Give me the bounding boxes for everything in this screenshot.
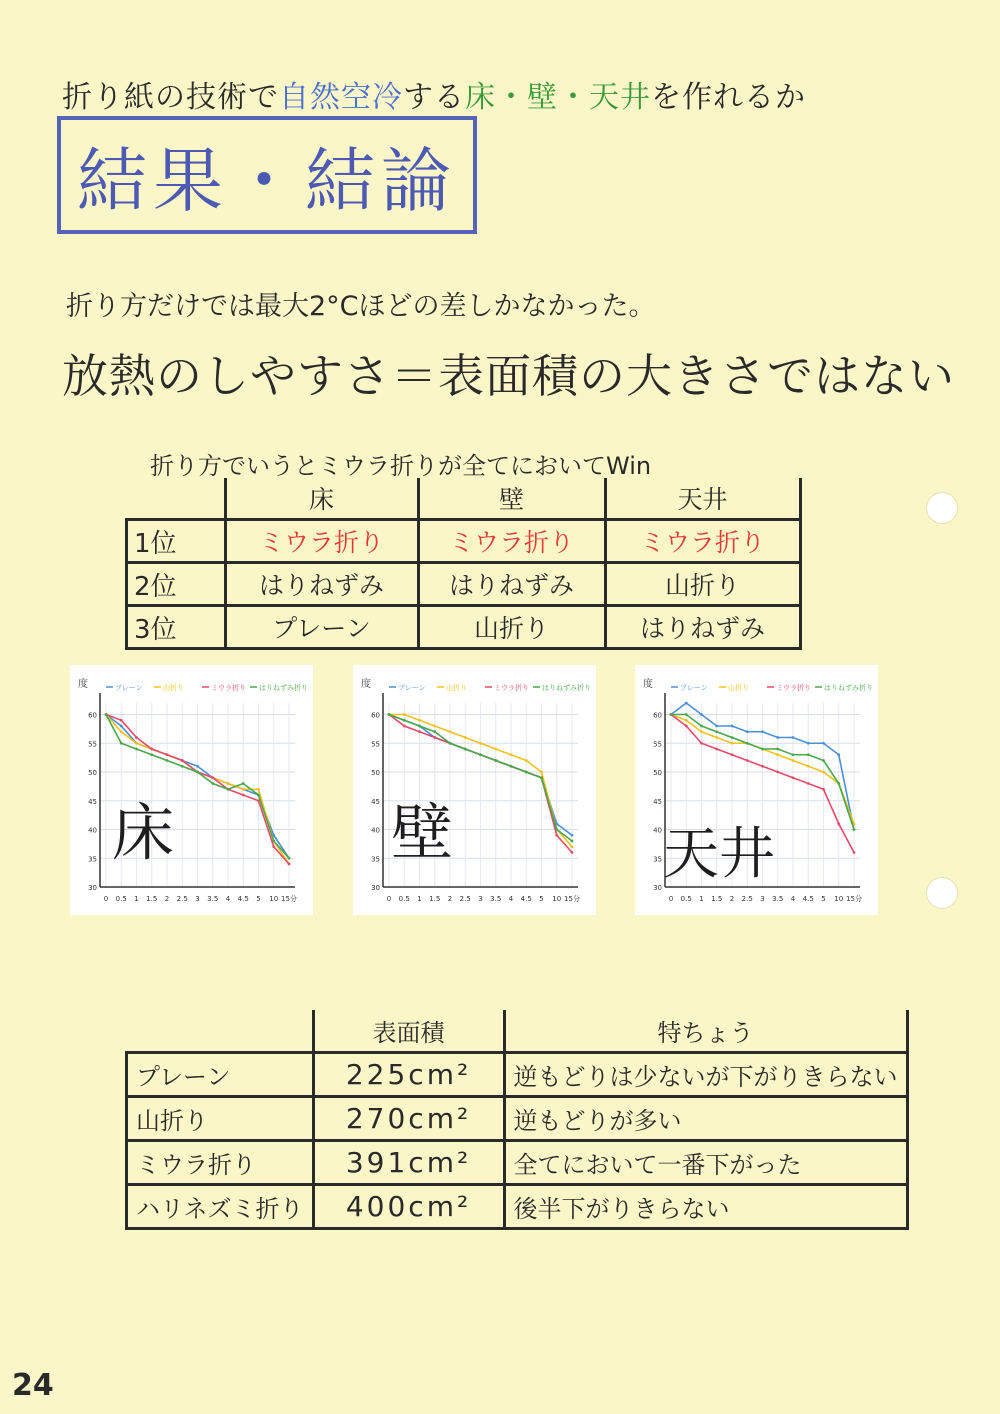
- x-tick-label: 3.5: [207, 895, 219, 903]
- data-point: [227, 788, 230, 791]
- x-tick-label: 1.5: [711, 895, 723, 903]
- data-point: [181, 759, 184, 762]
- data-point: [433, 736, 436, 739]
- table-row: [127, 606, 801, 649]
- rank-cell: 山折り: [418, 606, 605, 649]
- legend-label: はりねずみ折り: [824, 684, 873, 692]
- data-point: [479, 753, 482, 756]
- y-axis-label: 度: [643, 679, 653, 690]
- conclusion-statement: 放熱のしやすさ＝表面積の大きさではない: [62, 349, 955, 403]
- table-row: [127, 1185, 908, 1229]
- fold-feature: 逆もどりが多い: [504, 1097, 907, 1141]
- data-point: [822, 771, 825, 774]
- x-tick-label: 4: [508, 895, 514, 903]
- legend-label: プレーン: [398, 684, 426, 692]
- data-point: [715, 736, 718, 739]
- data-point: [700, 725, 703, 728]
- data-point: [272, 840, 275, 843]
- ranking-header: 天井: [605, 478, 800, 520]
- data-point: [807, 782, 810, 785]
- y-tick-label: 45: [653, 797, 662, 806]
- data-point: [272, 845, 275, 848]
- y-tick-label: 45: [371, 797, 380, 806]
- data-point: [776, 748, 779, 751]
- topic-text: を作れるか: [651, 80, 806, 115]
- data-point: [807, 765, 810, 768]
- fold-name: 山折り: [127, 1097, 314, 1141]
- data-point: [510, 765, 513, 768]
- ranking-header: 床: [225, 478, 418, 520]
- x-tick-label: 4.5: [520, 895, 532, 903]
- data-point: [196, 771, 199, 774]
- data-point: [792, 753, 795, 756]
- y-tick-label: 50: [653, 769, 662, 777]
- surface-area-value: 270cm²: [313, 1097, 504, 1141]
- data-point: [776, 753, 779, 756]
- y-tick-label: 45: [88, 797, 97, 806]
- data-point: [510, 753, 513, 756]
- data-point: [525, 759, 528, 762]
- data-point: [494, 759, 497, 762]
- x-tick-label: 0.5: [398, 895, 410, 903]
- y-tick-label: 60: [88, 711, 97, 720]
- data-point: [242, 788, 245, 791]
- data-point: [242, 782, 245, 785]
- data-point: [685, 725, 688, 728]
- chart-card-wall: [353, 665, 596, 915]
- binder-hole-top: [926, 492, 958, 524]
- y-tick-label: 35: [653, 855, 662, 864]
- data-point: [150, 748, 153, 751]
- data-point: [822, 788, 825, 791]
- table-row: [127, 1097, 908, 1141]
- x-tick-label: 1: [134, 895, 139, 903]
- data-point: [700, 713, 703, 716]
- rank-label: 3位: [127, 606, 226, 649]
- y-tick-label: 30: [88, 884, 97, 892]
- legend-label: 山折り: [163, 684, 184, 692]
- data-point: [685, 719, 688, 722]
- data-point: [761, 765, 764, 768]
- y-tick-label: 40: [371, 826, 380, 835]
- research-topic: [62, 72, 806, 116]
- data-point: [807, 742, 810, 745]
- y-tick-label: 30: [371, 884, 380, 892]
- data-point: [540, 776, 543, 779]
- data-point: [731, 742, 734, 745]
- topic-text: する: [403, 80, 465, 115]
- rank-cell: ミウラ折り: [418, 520, 605, 563]
- data-point: [525, 771, 528, 774]
- fold-name: ミウラ折り: [127, 1141, 314, 1185]
- legend-label: ミウラ折り: [494, 684, 529, 692]
- x-tick-label: 0.5: [115, 895, 127, 903]
- chart-card-floor: [70, 665, 313, 915]
- legend-label: プレーン: [680, 684, 708, 692]
- ranking-header: 壁: [418, 478, 605, 520]
- ranking-caption: 折り方でいうとミウラ折りが全てにおいてWin: [150, 452, 652, 480]
- fold-feature: 後半下がりきらない: [504, 1185, 907, 1229]
- data-point: [494, 748, 497, 751]
- data-point: [685, 713, 688, 716]
- ranking-corner: [127, 478, 226, 520]
- data-point: [464, 748, 467, 751]
- legend-label: 山折り: [446, 684, 467, 692]
- y-tick-label: 60: [653, 711, 662, 720]
- data-point: [700, 742, 703, 745]
- data-point: [150, 753, 153, 756]
- x-tick-label: 3: [760, 895, 765, 903]
- x-tick-label: 1.5: [429, 895, 441, 903]
- chart-card-ceiling: [635, 665, 878, 915]
- y-tick-label: 55: [371, 740, 380, 749]
- data-point: [700, 730, 703, 733]
- fold-feature: 全てにおいて一番下がった: [504, 1141, 907, 1185]
- x-tick-label: 0.5: [680, 895, 692, 903]
- data-point: [449, 742, 452, 745]
- x-tick-label: 2: [164, 895, 170, 903]
- data-point: [288, 863, 291, 866]
- page-number: 24: [12, 1368, 54, 1403]
- data-point: [388, 713, 391, 716]
- y-axis-label: 度: [361, 679, 371, 690]
- data-point: [449, 730, 452, 733]
- data-point: [135, 748, 138, 751]
- table-row: [127, 1053, 908, 1097]
- y-tick-label: 40: [653, 826, 662, 835]
- x-tick-label: 2.5: [741, 895, 753, 903]
- data-point: [571, 840, 574, 843]
- data-point: [807, 753, 810, 756]
- finding-statement: 折り方だけでは最大2°Cほどの差しかなかった。: [66, 291, 656, 322]
- data-point: [571, 834, 574, 837]
- x-tick-label: 2: [729, 895, 735, 903]
- rank-cell: プレーン: [225, 606, 418, 649]
- data-point: [792, 759, 795, 762]
- fold-feature: 逆もどりは少ないが下がりきらない: [504, 1053, 907, 1097]
- data-point: [211, 782, 214, 785]
- data-point: [418, 730, 421, 733]
- data-point: [776, 771, 779, 774]
- x-tick-label: 2: [447, 895, 453, 903]
- data-point: [837, 822, 840, 825]
- data-point: [135, 742, 138, 745]
- data-point: [776, 736, 779, 739]
- data-point: [837, 753, 840, 756]
- surface-area-value: 225cm²: [313, 1053, 504, 1097]
- data-point: [685, 702, 688, 705]
- data-point: [403, 725, 406, 728]
- data-point: [181, 765, 184, 768]
- data-point: [418, 719, 421, 722]
- data-point: [464, 736, 467, 739]
- table-row: [127, 1141, 908, 1185]
- y-tick-label: 60: [371, 711, 380, 720]
- data-point: [746, 730, 749, 733]
- data-point: [288, 857, 291, 860]
- data-point: [166, 753, 169, 756]
- rank-cell: ミウラ折り: [605, 520, 800, 563]
- rank-cell: はりねずみ: [225, 563, 418, 606]
- surface-header: 表面積: [313, 1010, 504, 1053]
- ranking-header-row: [127, 478, 801, 520]
- x-tick-label: 10: [834, 895, 844, 903]
- data-point: [746, 742, 749, 745]
- y-tick-label: 35: [371, 855, 380, 864]
- data-point: [196, 765, 199, 768]
- x-tick-label: 0: [386, 895, 392, 903]
- surface-corner: [127, 1010, 314, 1053]
- surface-area-table: [125, 1010, 909, 1230]
- data-point: [761, 730, 764, 733]
- legend-label: はりねずみ折り: [259, 684, 308, 692]
- data-point: [853, 828, 856, 831]
- chart-big-label: 天井: [663, 822, 775, 887]
- topic-highlight-surfaces: 床・壁・天井: [465, 80, 651, 115]
- data-point: [120, 730, 123, 733]
- legend-label: ミウラ折り: [211, 684, 246, 692]
- data-point: [257, 794, 260, 797]
- data-point: [853, 851, 856, 854]
- x-tick-label: 15分: [564, 895, 580, 903]
- x-tick-label: 1.5: [146, 895, 158, 903]
- data-point: [135, 736, 138, 739]
- x-tick-label: 4: [790, 895, 796, 903]
- surface-area-value: 391cm²: [313, 1141, 504, 1185]
- x-tick-label: 0: [103, 895, 109, 903]
- chart-big-label: 床: [112, 796, 175, 869]
- data-point: [571, 845, 574, 848]
- data-point: [433, 730, 436, 733]
- legend-label: ミウラ折り: [776, 684, 811, 692]
- y-tick-label: 55: [88, 740, 97, 749]
- data-point: [105, 713, 108, 716]
- y-tick-label: 35: [88, 855, 97, 864]
- binder-hole-bottom: [926, 877, 958, 909]
- rank-cell: はりねずみ: [605, 606, 800, 649]
- rank-label: 2位: [127, 563, 226, 606]
- rank-cell: はりねずみ: [418, 563, 605, 606]
- data-point: [211, 776, 214, 779]
- x-tick-label: 4.5: [237, 895, 249, 903]
- y-tick-label: 55: [653, 740, 662, 749]
- data-point: [837, 782, 840, 785]
- data-point: [731, 725, 734, 728]
- page-title: 結果・結論: [77, 139, 457, 222]
- ranking-table: [125, 478, 802, 650]
- topic-highlight-cooling: 自然空冷: [279, 80, 403, 115]
- x-tick-label: 3.5: [490, 895, 502, 903]
- surface-header-row: [127, 1010, 908, 1053]
- rank-cell: 山折り: [605, 563, 800, 606]
- data-point: [257, 788, 260, 791]
- rank-cell: ミウラ折り: [225, 520, 418, 563]
- data-point: [418, 725, 421, 728]
- data-point: [242, 794, 245, 797]
- data-point: [555, 834, 558, 837]
- x-tick-label: 2.5: [176, 895, 188, 903]
- data-point: [555, 828, 558, 831]
- data-point: [822, 742, 825, 745]
- y-tick-label: 50: [371, 769, 380, 777]
- title-box: [57, 116, 477, 234]
- data-point: [166, 759, 169, 762]
- data-point: [792, 776, 795, 779]
- data-point: [761, 748, 764, 751]
- y-axis-label: 度: [78, 679, 88, 690]
- line-chart-wall: [353, 665, 596, 915]
- rank-label: 1位: [127, 520, 226, 563]
- data-point: [715, 730, 718, 733]
- x-tick-label: 5: [256, 895, 261, 903]
- data-point: [227, 782, 230, 785]
- surface-area-value: 400cm²: [313, 1185, 504, 1229]
- data-point: [403, 719, 406, 722]
- data-point: [731, 753, 734, 756]
- data-point: [120, 725, 123, 728]
- x-tick-label: 3.5: [772, 895, 784, 903]
- y-tick-label: 40: [88, 826, 97, 835]
- x-tick-label: 5: [539, 895, 544, 903]
- line-chart-floor: [70, 665, 313, 915]
- data-point: [715, 748, 718, 751]
- fold-name: プレーン: [127, 1053, 314, 1097]
- y-tick-label: 50: [88, 769, 97, 777]
- topic-text: 折り紙の技術で: [62, 80, 279, 115]
- x-tick-label: 4: [225, 895, 231, 903]
- data-point: [433, 725, 436, 728]
- data-point: [403, 713, 406, 716]
- data-point: [120, 742, 123, 745]
- data-point: [731, 736, 734, 739]
- fold-name: ハリネズミ折り: [127, 1185, 314, 1229]
- x-tick-label: 3: [478, 895, 483, 903]
- data-point: [670, 713, 673, 716]
- x-tick-label: 0: [668, 895, 674, 903]
- surface-header: 特ちょう: [504, 1010, 907, 1053]
- data-point: [715, 725, 718, 728]
- x-tick-label: 4.5: [802, 895, 814, 903]
- x-tick-label: 3: [195, 895, 200, 903]
- table-row: [127, 520, 801, 563]
- x-tick-label: 10: [269, 895, 279, 903]
- data-point: [822, 759, 825, 762]
- legend-label: はりねずみ折り: [542, 684, 591, 692]
- chart-big-label: 壁: [391, 796, 454, 869]
- data-point: [746, 759, 749, 762]
- x-tick-label: 2.5: [459, 895, 471, 903]
- x-tick-label: 5: [821, 895, 826, 903]
- data-point: [479, 742, 482, 745]
- x-tick-label: 15分: [281, 895, 297, 903]
- data-point: [792, 736, 795, 739]
- data-point: [120, 719, 123, 722]
- x-tick-label: 10: [552, 895, 562, 903]
- y-tick-label: 30: [653, 884, 662, 892]
- x-tick-label: 1: [699, 895, 704, 903]
- data-point: [540, 771, 543, 774]
- legend-label: 山折り: [728, 684, 749, 692]
- data-point: [571, 851, 574, 854]
- x-tick-label: 15分: [846, 895, 862, 903]
- table-row: [127, 563, 801, 606]
- x-tick-label: 1: [417, 895, 422, 903]
- legend-label: プレーン: [115, 684, 143, 692]
